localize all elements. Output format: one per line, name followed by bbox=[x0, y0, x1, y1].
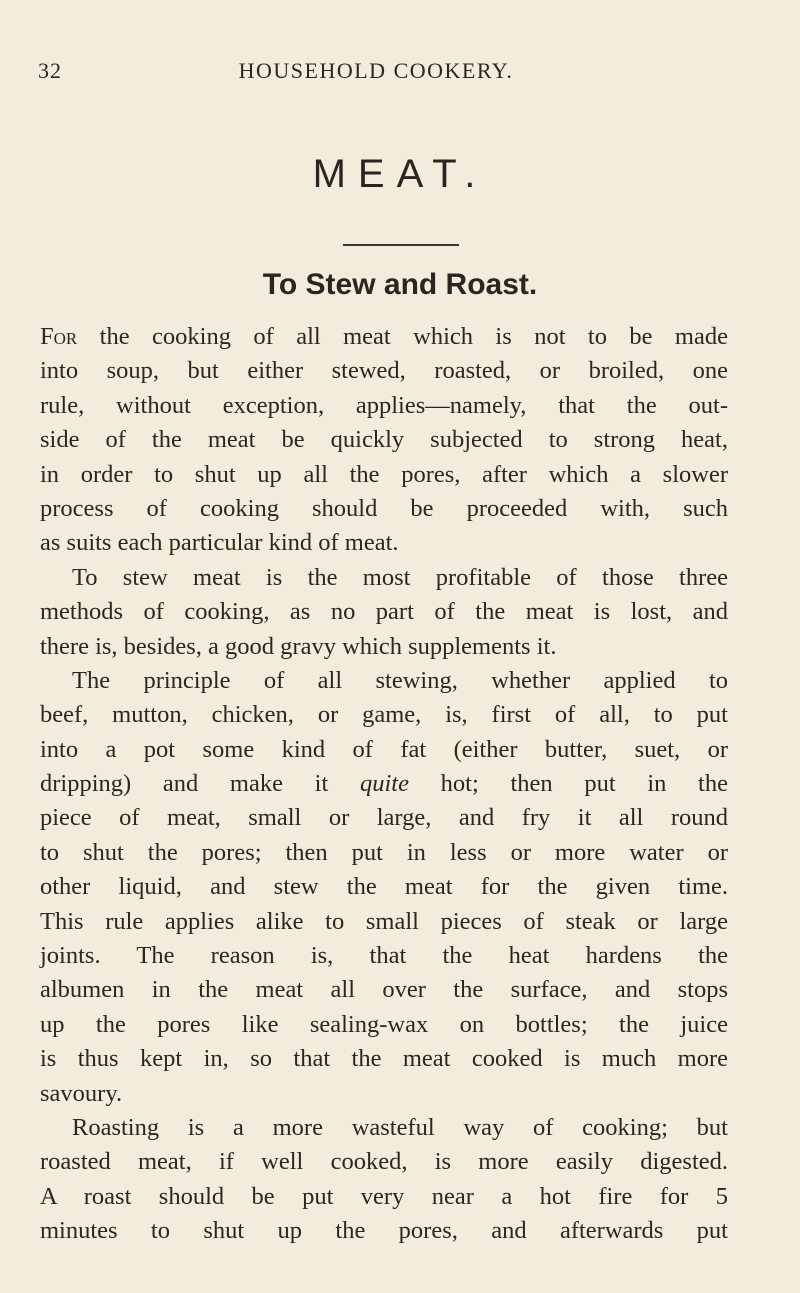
text-line: process of cooking should be proceeded with, such bbox=[40, 494, 728, 522]
text-line bbox=[40, 320, 728, 354]
text-line: beef, mutton, chicken, or game, is, first of all, to put bbox=[40, 701, 728, 729]
text-line: to shut the pores; then put in less or more water or bbox=[40, 838, 728, 866]
text-line bbox=[40, 767, 728, 801]
text-line: there is, besides, a good gravy which supplements it. bbox=[40, 632, 557, 660]
text-line: albumen in the meat all over the surface, and stops bbox=[40, 976, 728, 1004]
text-line: as suits each particular kind of meat. bbox=[40, 529, 399, 557]
text-line: side of the meat be quickly subjected to strong heat, bbox=[40, 426, 728, 454]
text-line: up the pores like sealing-wax on bottles; the juice bbox=[40, 1010, 728, 1038]
text-line: is thus kept in, so that the meat cooked is much more bbox=[40, 1045, 728, 1073]
lead-word: For bbox=[40, 323, 78, 350]
text-line: This rule applies alike to small pieces of steak or large bbox=[40, 907, 728, 935]
text-line-content: hot; then put in the bbox=[408, 770, 728, 798]
text-line: A roast should be put very near a hot fire for 5 bbox=[40, 1182, 728, 1210]
text-line: into soup, but either stewed, roasted, or broiled, one bbox=[40, 357, 728, 385]
subtitle: To Stew and Roast. bbox=[262, 268, 538, 301]
text-line: in order to shut up all the pores, after which a slower bbox=[40, 460, 728, 488]
text-line: into a pot some kind of fat (either butter, suet, or bbox=[40, 735, 728, 763]
running-head bbox=[38, 58, 714, 92]
text-line-content: the cooking of all meat which is not to be made bbox=[77, 323, 728, 350]
text-line: other liquid, and stew the meat for the given time. bbox=[40, 873, 728, 901]
text-line: The principle of all stewing, whether applied to bbox=[72, 666, 728, 694]
body-text bbox=[40, 320, 728, 1249]
text-line-content: dripping) and make it bbox=[40, 770, 360, 798]
text-line: joints. The reason is, that the heat hardens the bbox=[40, 942, 728, 970]
text-line: savoury. bbox=[40, 1079, 123, 1107]
text-line: rule, without exception, applies—namely, that the out- bbox=[40, 391, 728, 419]
section-title: MEAT. bbox=[312, 152, 488, 196]
emphasis-word: quite bbox=[359, 770, 409, 798]
page-number: 32 bbox=[38, 58, 62, 83]
text-line: minutes to shut up the pores, and afterwards put bbox=[40, 1217, 728, 1245]
title-rule bbox=[343, 244, 459, 246]
running-title: HOUSEHOLD COOKERY. bbox=[238, 58, 514, 83]
text-line: To stew meat is the most profitable of those three bbox=[72, 563, 728, 591]
text-line: Roasting is a more wasteful way of cooking; but bbox=[72, 1113, 728, 1141]
text-line: methods of cooking, as no part of the meat is lost, and bbox=[40, 598, 728, 626]
text-line: roasted meat, if well cooked, is more easily digested. bbox=[40, 1148, 728, 1176]
text-line: piece of meat, small or large, and fry it all round bbox=[40, 804, 728, 832]
